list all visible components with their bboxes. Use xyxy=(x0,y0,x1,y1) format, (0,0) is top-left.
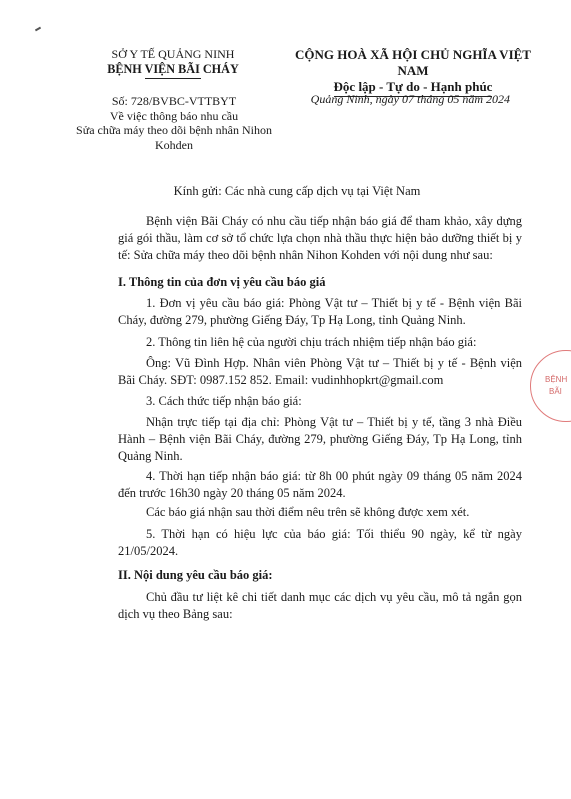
section-1-item-3: 3. Cách thức tiếp nhận báo giá: xyxy=(146,394,302,408)
issuer-underline xyxy=(145,78,201,79)
country-name: CỘNG HOÀ XÃ HỘI CHỦ NGHĨA VIỆT NAM xyxy=(295,47,531,78)
section-1-item-4-note: Các báo giá nhận sau thời điểm nêu trên sẽ không được xem xét. xyxy=(146,505,470,519)
document-number: Số: 728/BVBC-VTTBYT xyxy=(111,94,237,108)
issuer-header xyxy=(78,47,268,79)
document-reference xyxy=(60,94,288,152)
national-header xyxy=(278,47,548,97)
section-1-item-3-detail: Nhận trực tiếp tại địa chỉ: Phòng Vật tư – Thiết bị y tế, tầng 3 nhà Điều Hành – Bệnh viện Bãi Cháy, đường 279, phường Giếng Đáy, Tp Hạ Long, tỉnh Quảng Ninh. xyxy=(118,415,522,463)
section-1-title: I. Thông tin của đơn vị yêu cầu báo giá xyxy=(118,275,326,289)
hospital-name: BỆNH VIỆN BÃI CHÁY xyxy=(107,62,239,76)
section-2-intro: Chủ đầu tư liệt kê chi tiết danh mục các dịch vụ yêu cầu, mô tả ngắn gọn dịch vụ theo Bảng sau: xyxy=(118,590,522,621)
section-1-item-2-detail: Ông: Vũ Đình Hợp. Nhân viên Phòng Vật tư – Thiết bị y tế - Bệnh viện Bãi Cháy. SĐT: 0987.152 852. Email: vudinhhopkrt@gmail.com xyxy=(118,356,522,387)
stamp-text: BÃI xyxy=(549,387,562,396)
date-line: Quảng Ninh, ngày 07 tháng 05 năm 2024 xyxy=(310,92,510,106)
recipient-line: Kính gửi: Các nhà cung cấp dịch vụ tại Việt Nam xyxy=(173,184,421,198)
section-1-item-5: 5. Thời hạn có hiệu lực của báo giá: Tối thiểu 90 ngày, kể từ ngày 21/05/2024. xyxy=(118,527,522,558)
ministry-name: SỞ Y TẾ QUẢNG NINH xyxy=(111,47,235,61)
subject-line: Kohden xyxy=(155,137,193,152)
section-1-item-2: 2. Thông tin liên hệ của người chịu trách nhiệm tiếp nhận báo giá: xyxy=(146,335,477,349)
subject-line: Sửa chữa máy theo dõi bệnh nhân Nihon xyxy=(76,123,272,137)
intro-paragraph: Bệnh viện Bãi Cháy có nhu cầu tiếp nhận báo giá để tham khảo, xây dựng giá gói thầu, làm cơ sở tổ chức lựa chọn nhà thầu thực hiện bảo dưỡng thiết bị y tế: Sửa chữa máy theo dõi bệnh nhân Nihon Kohden với nội dung như sau: xyxy=(118,214,522,262)
stamp-text: BỆNH xyxy=(545,375,568,384)
section-1-item-4: 4. Thời hạn tiếp nhận báo giá: từ 8h 00 phút ngày 09 tháng 05 năm 2024 đến trước 16h30 ngày 20 tháng 05 năm 2024. xyxy=(118,469,522,500)
official-stamp xyxy=(530,350,571,422)
national-motto: Độc lập - Tự do - Hạnh phúc xyxy=(333,79,493,94)
subject-line: Về việc thông báo nhu cầu xyxy=(109,108,239,123)
section-1-item-1: 1. Đơn vị yêu cầu báo giá: Phòng Vật tư – Thiết bị y tế - Bệnh viện Bãi Cháy, đường 279, phường Giếng Đáy, Tp Hạ Long, tỉnh Quảng Ninh. xyxy=(118,296,522,327)
section-2-title: II. Nội dung yêu cầu báo giá: xyxy=(118,568,273,582)
scan-mark xyxy=(35,27,41,32)
